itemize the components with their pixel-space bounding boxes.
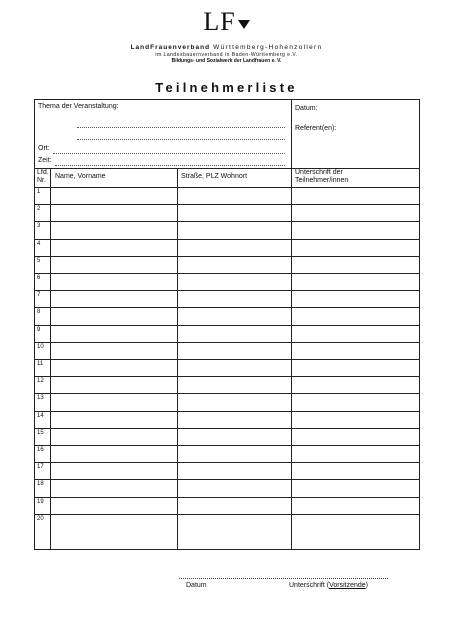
table-row [35,290,419,291]
table-row [35,273,419,274]
table-row [35,376,419,377]
letterhead [0,8,453,64]
table-row [35,411,419,412]
header-row-top [35,168,419,169]
col-unterschrift-2: Teilnehmer/innen [295,177,349,184]
signature-line[interactable] [179,578,388,579]
col-strasse: Straße, PLZ Wohnort [181,173,248,180]
thema-field-line-1[interactable] [77,127,285,128]
table-row [35,514,419,515]
referent-label: Referent(en): [295,125,337,132]
row-number: 12 [37,378,44,385]
table-row [35,187,419,188]
row-number: 2 [37,206,41,213]
ort-label: Ort: [38,145,50,152]
row-number: 5 [37,257,41,264]
table-row [35,342,419,343]
footer-unterschrift-label: Unterschrift ( [289,582,330,589]
row-number: 15 [37,429,44,436]
ort-field[interactable] [53,153,285,154]
table-row [35,462,419,463]
table-row [35,239,419,240]
footer-vorsitzende-label: Vorsitzende [329,582,366,589]
table-row [35,445,419,446]
row-number: 9 [37,326,41,333]
attendance-form [34,99,420,550]
row-number: 11 [37,361,44,367]
row-number: 17 [37,464,44,471]
organization-name-rest: Württemberg-Hohenzollern [210,44,323,51]
row-number: 19 [37,498,44,505]
row-number: 8 [37,309,41,316]
table-row [35,256,419,257]
table-row [35,204,419,205]
row-number: 7 [37,292,41,299]
footer-datum-label: Datum [186,582,207,589]
logo-triangle-icon [238,20,250,29]
thema-label: Thema der Veranstaltung: [38,103,119,110]
datum-label: Datum: [295,105,318,112]
col-unterschrift-1: Unterschrift der [295,169,343,176]
row-number: 3 [37,223,41,230]
organization-name-bold: LandFrauenverband [130,44,211,51]
page-title: Teilnehmerliste [155,80,298,95]
row-number: 10 [37,343,44,350]
row-number: 1 [37,189,41,195]
col-nr: Nr. [37,177,46,184]
logo [0,8,453,36]
row-number: 4 [37,240,41,247]
row-number: 6 [37,275,41,281]
organization-subline-2: Bildungs- und Sozialwerk der Landfrauen e. V. [171,58,282,64]
table-row [35,325,419,326]
table-row [35,393,419,394]
row-number: 13 [37,395,44,402]
table-row [35,359,419,360]
table-row [35,428,419,429]
zeit-label: Zeit: [38,157,52,164]
thema-field-line-2[interactable] [77,139,285,140]
row-number: 14 [37,412,44,419]
row-number: 20 [37,515,44,522]
organization-subline-1: im Landesbauernverband in Baden-Württemberg e.V. [155,52,298,58]
logo-text: LF [203,7,236,36]
zeit-field[interactable] [55,165,285,166]
footer-unterschrift [289,582,368,589]
row-number: 16 [37,447,44,453]
top-divider [291,100,292,168]
row-number: 18 [37,481,44,488]
col-name: Name, Vorname [55,173,106,180]
table-row [35,479,419,480]
organization-name [0,44,453,52]
table-row [35,307,419,308]
footer-close-paren: ) [365,582,368,589]
col-lfd: Lfd. [37,169,49,176]
table-row [35,497,419,498]
table-row [35,221,419,222]
